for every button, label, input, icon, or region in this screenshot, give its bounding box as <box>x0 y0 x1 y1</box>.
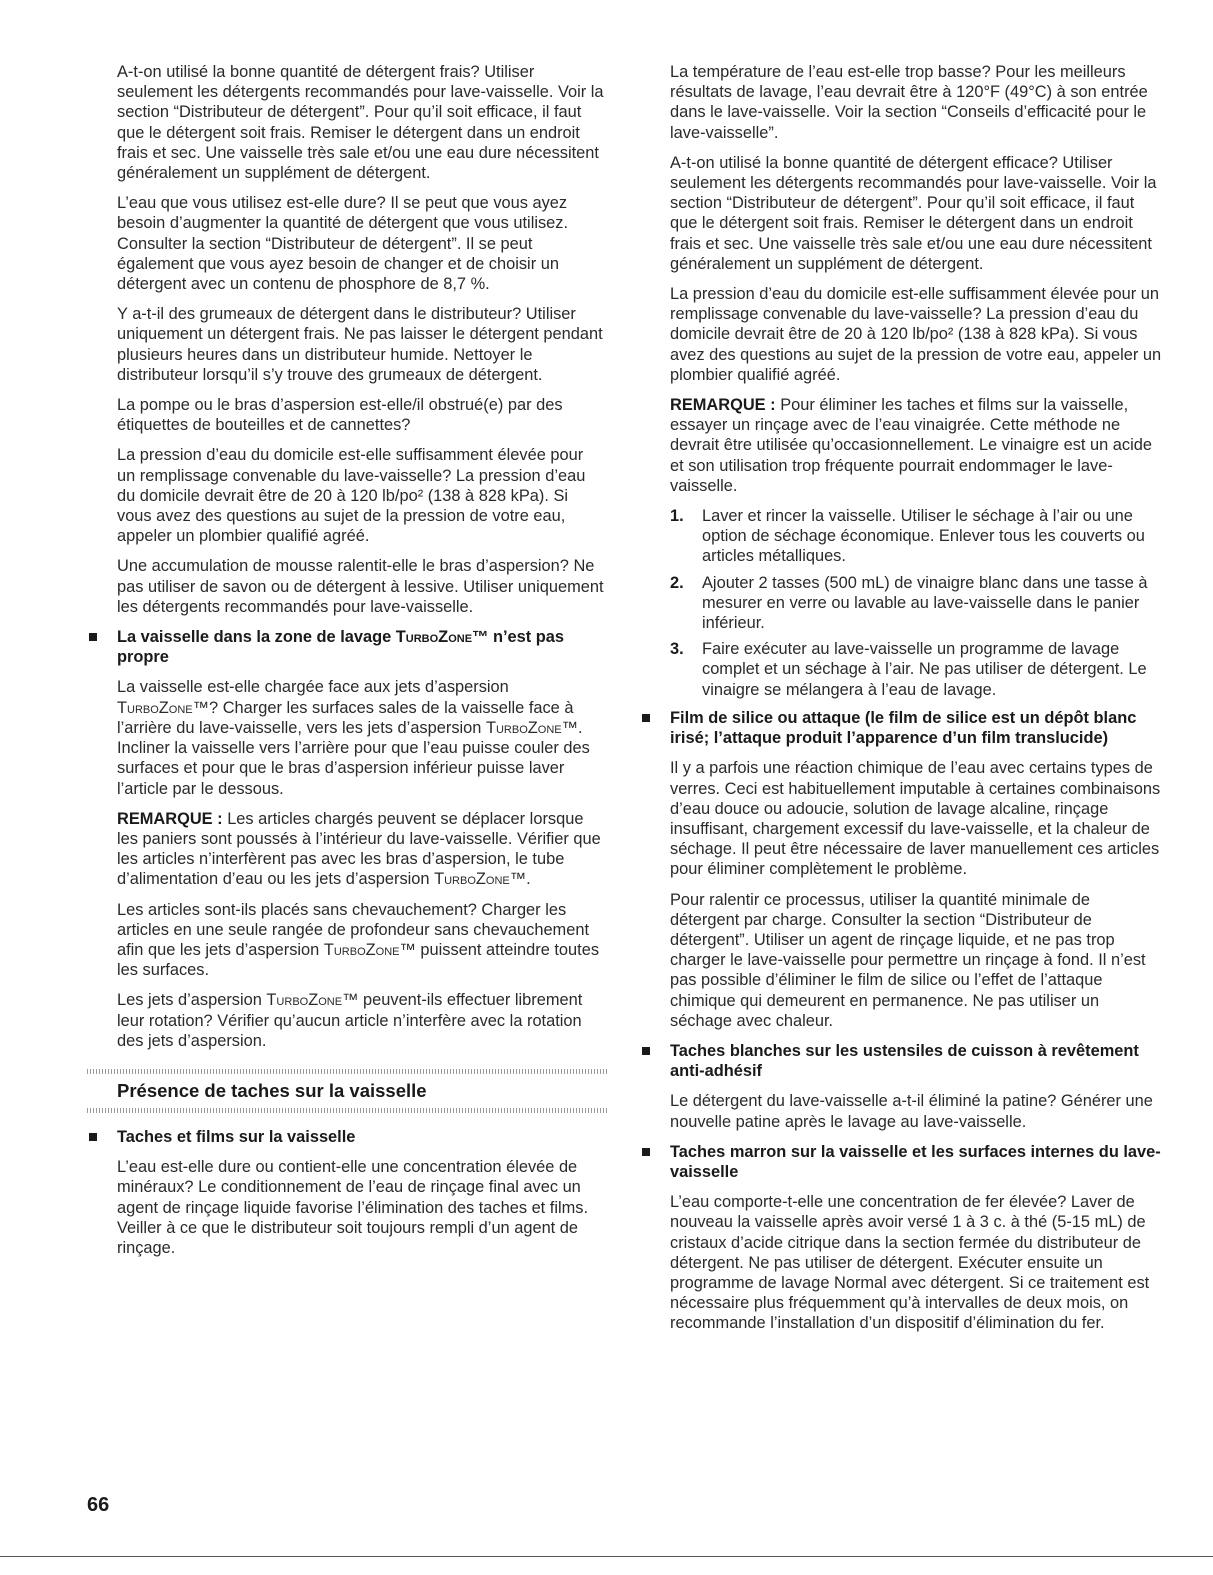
brown-stains-paragraph: L’eau comporte-t-elle une concentration de fer élevée? Laver de nouveau la vaisselle après avoir versé 1 à 3 c. à thé (5-15 mL) de cristaux d’acide citrique dans la section fermée du distributeur de détergent. Ne pas utiliser de détergent. Exécuter ensuite un programme de lavage Normal avec détergent. Si ce traitement est nécessaire plus fréquemment qu’à intervalles de deux mois, on recommande l’installation d’un dispositif d’élimination du fer. <box>670 1193 1150 1333</box>
spots-item <box>117 1127 604 1258</box>
silica-paragraph-reaction: Il y a parfois une réaction chimique de l’eau avec certains types de verres. Ceci est habituellement imputable à certaines combinaisons d’eau douce ou adoucie, solution de lavage alcaline, rinçage insuffisant, chargement excessif du lave-vaisselle, et la chaleur de séchage. Il peut être nécessaire de laver manuellement ces articles pour éliminer complètement le problème. <box>670 759 1161 879</box>
turbozone-paragraph-overlap: Les articles sont-ils placés sans chevauchement? Charger les articles en une seule rangée de profondeur sans chevauchement afin que les jets d’aspersion TurboZone™ puissent atteindre toutes les surfaces. <box>117 900 600 980</box>
step-item: 1. Laver et rincer la vaisselle. Utiliser le séchage à l’air ou une option de séchage économique. Enlever tous les couverts ou articles métalliques. <box>670 507 1145 566</box>
bullet-icon <box>642 714 650 722</box>
silica-heading: Film de silice ou attaque (le film de silice est un dépôt blanc irisé; l’attaque produit l’apparence d’un film translucide) <box>670 708 1137 748</box>
brown-stains-heading: Taches marron sur la vaisselle et les surfaces internes du lave-vaisselle <box>670 1142 1161 1181</box>
paragraph-water-pressure: La pression d’eau du domicile est-elle suffisamment élevée pour un remplissage convenable du lave-vaisselle? La pression d’eau du domicile devrait être de 20 à 120 lb/po² (138 à 828 kPa). Si vous avez des questions au sujet de la pression de votre eau, appeler un plombier qualifié agréé. <box>117 446 586 546</box>
bullet-icon <box>642 1148 650 1156</box>
vinegar-steps-list <box>670 506 1162 700</box>
spots-paragraph: L’eau est-elle dure ou contient-elle une concentration élevée de minéraux? Le conditionnement de l’eau de rinçage final avec un agent de rinçage liquide favorise l’élimination des taches et films. Veiller à ce que le distributeur soit toujours rempli d’un agent de rinçage. <box>117 1158 589 1257</box>
spots-heading: Taches et films sur la vaisselle <box>117 1127 356 1146</box>
paragraph-pump-obstructed: La pompe ou le bras d’aspersion est-elle/il obstrué(e) par des étiquettes de bouteilles et de cannettes? <box>117 396 563 435</box>
section-header <box>87 1069 607 1113</box>
bullet-icon <box>89 1133 97 1141</box>
right-column <box>670 62 1162 1344</box>
step-item: 3. Faire exécuter au lave-vaisselle un programme de lavage complet et un séchage à l’air. Ne pas utiliser de détergent. Le vinaigre se mélangera à l’eau de lavage. <box>670 640 1147 699</box>
turbozone-paragraph-rotation: Les jets d’aspersion TurboZone™ peuvent-ils effectuer librement leur rotation? Vérifier qu’aucun article n’interfère avec la rotation des jets d’aspersion. <box>117 991 583 1050</box>
paragraph-detergent-lumps: Y a-t-il des grumeaux de détergent dans le distributeur? Utiliser uniquement un détergent frais. Ne pas laisser le détergent pendant plusieurs heures dans un distributeur humide. Nettoyer le distributeur lorsqu’il s’y trouve des grumeaux de détergent. <box>117 305 603 384</box>
left-column <box>117 62 604 1268</box>
paragraph-detergent-quantity: A-t-on utilisé la bonne quantité de détergent frais? Utiliser seulement les détergents recommandés pour lave-vaisselle. Voir la section “Distributeur de détergent”. Pour qu’il soit efficace, il faut que le détergent soit frais. Remiser le détergent dans un endroit frais et sec. Une vaisselle très sale et/ou une eau dure nécessitent généralement un supplément de détergent. <box>117 63 604 183</box>
vinegar-note: REMARQUE : Pour éliminer les taches et films sur la vaisselle, essayer un rinçage avec de l’eau vinaigrée. Cette méthode ne devrait être utilisée qu’occasionnellement. Le vinaigre est un acide et son utilisation trop fréquente pourrait endommager le lave-vaisselle. <box>670 396 1152 495</box>
paragraph-foam: Une accumulation de mousse ralentit-elle le bras d’aspersion? Ne pas utiliser de savon ou de détergent à lessive. Utiliser uniquement les détergents recommandés pour lave-vaisselle. <box>117 557 604 616</box>
white-spots-paragraph: Le détergent du lave-vaisselle a-t-il éliminé la patine? Générer une nouvelle patine après le lavage au lave-vaisselle. <box>670 1092 1153 1131</box>
turbozone-item <box>117 627 604 1051</box>
page-number: 66 <box>87 1494 110 1516</box>
turbozone-paragraph-facing: La vaisselle est-elle chargée face aux jets d’aspersion TurboZone™? Charger les surfaces sales de la vaisselle face à l’arrière du lave-vaisselle, vers les jets d’aspersion TurboZone™. Incliner la vaisselle vers l’arrière pour que l’eau puisse couler des surfaces et pour que le bras d’aspersion inférieur puisse laver l’article par le dessous. <box>117 678 590 798</box>
section-title: Présence de taches sur la vaisselle <box>117 1079 427 1101</box>
silica-item <box>670 708 1162 1031</box>
silica-paragraph-slowdown: Pour ralentir ce processus, utiliser la quantité minimale de détergent par charge. Consulter la section “Distributeur de détergent”. Utiliser un agent de rinçage liquide, et ne pas trop charger le lave-vaisselle pour permettre un rinçage à fond. Il n’est pas possible d’éliminer le film de silice ou l’effet de l’attaque chimique qui demeurent en permanence. Ne pas utiliser un séchage avec chaleur. <box>670 890 1146 1030</box>
brown-stains-item <box>670 1142 1162 1334</box>
bullet-icon <box>89 633 97 641</box>
paragraph-water-pressure: La pression d’eau du domicile est-elle suffisamment élevée pour un remplissage convenable du lave-vaisselle? La pression d’eau du domicile devrait être de 20 à 120 lb/po² (138 à 828 kPa). Si vous avez des questions au sujet de la pression de votre eau, appeler un plombier qualifié agréé. <box>670 285 1162 384</box>
turbozone-note: REMARQUE : Les articles chargés peuvent se déplacer lorsque les paniers sont poussés à l’intérieur du lave-vaisselle. Vérifier que les articles n’interfèrent pas avec les bras d’aspersion, le tube d’alimentation d’eau ou les jets d’aspersion TurboZone™. <box>117 809 601 889</box>
paragraph-water-temperature: La température de l’eau est-elle trop basse? Pour les meilleurs résultats de lavage, l’eau devrait être à 120°F (49°C) à son entrée dans le lave-vaisselle. Voir la section “Conseils d’efficacité pour le lave-vaisselle”. <box>670 63 1148 142</box>
turbozone-heading: La vaisselle dans la zone de lavage TurboZone™ n’est pas propre <box>117 628 565 667</box>
paragraph-hard-water: L’eau que vous utilisez est-elle dure? Il se peut que vous ayez besoin d’augmenter la quantité de détergent que vous utilisez. Consulter la section “Distributeur de détergent”. Il se peut également que vous ayez besoin de changer et de choisir un détergent avec un contenu de phosphore de 8,7 %. <box>117 194 569 294</box>
section-rule-bottom <box>87 1108 607 1113</box>
white-spots-item <box>670 1041 1162 1132</box>
step-item: 2. Ajouter 2 tasses (500 mL) de vinaigre blanc dans une tasse à mesurer en verre ou lavable au lave-vaisselle dans le panier inférieur. <box>670 573 1148 633</box>
section-rule-top <box>87 1069 607 1074</box>
bullet-icon <box>642 1047 650 1055</box>
paragraph-detergent-effective: A-t-on utilisé la bonne quantité de détergent efficace? Utiliser seulement les détergents recommandés pour lave-vaisselle. Voir la section “Distributeur de détergent”. Pour qu’il soit efficace, il faut que le détergent soit frais. Remiser le détergent dans un endroit frais et sec. Une vaisselle très sale et/ou une eau dure nécessitent généralement un supplément de détergent. <box>670 153 1157 273</box>
white-spots-heading: Taches blanches sur les ustensiles de cuisson à revêtement anti-adhésif <box>670 1041 1139 1081</box>
bottom-rule <box>0 1556 1213 1557</box>
